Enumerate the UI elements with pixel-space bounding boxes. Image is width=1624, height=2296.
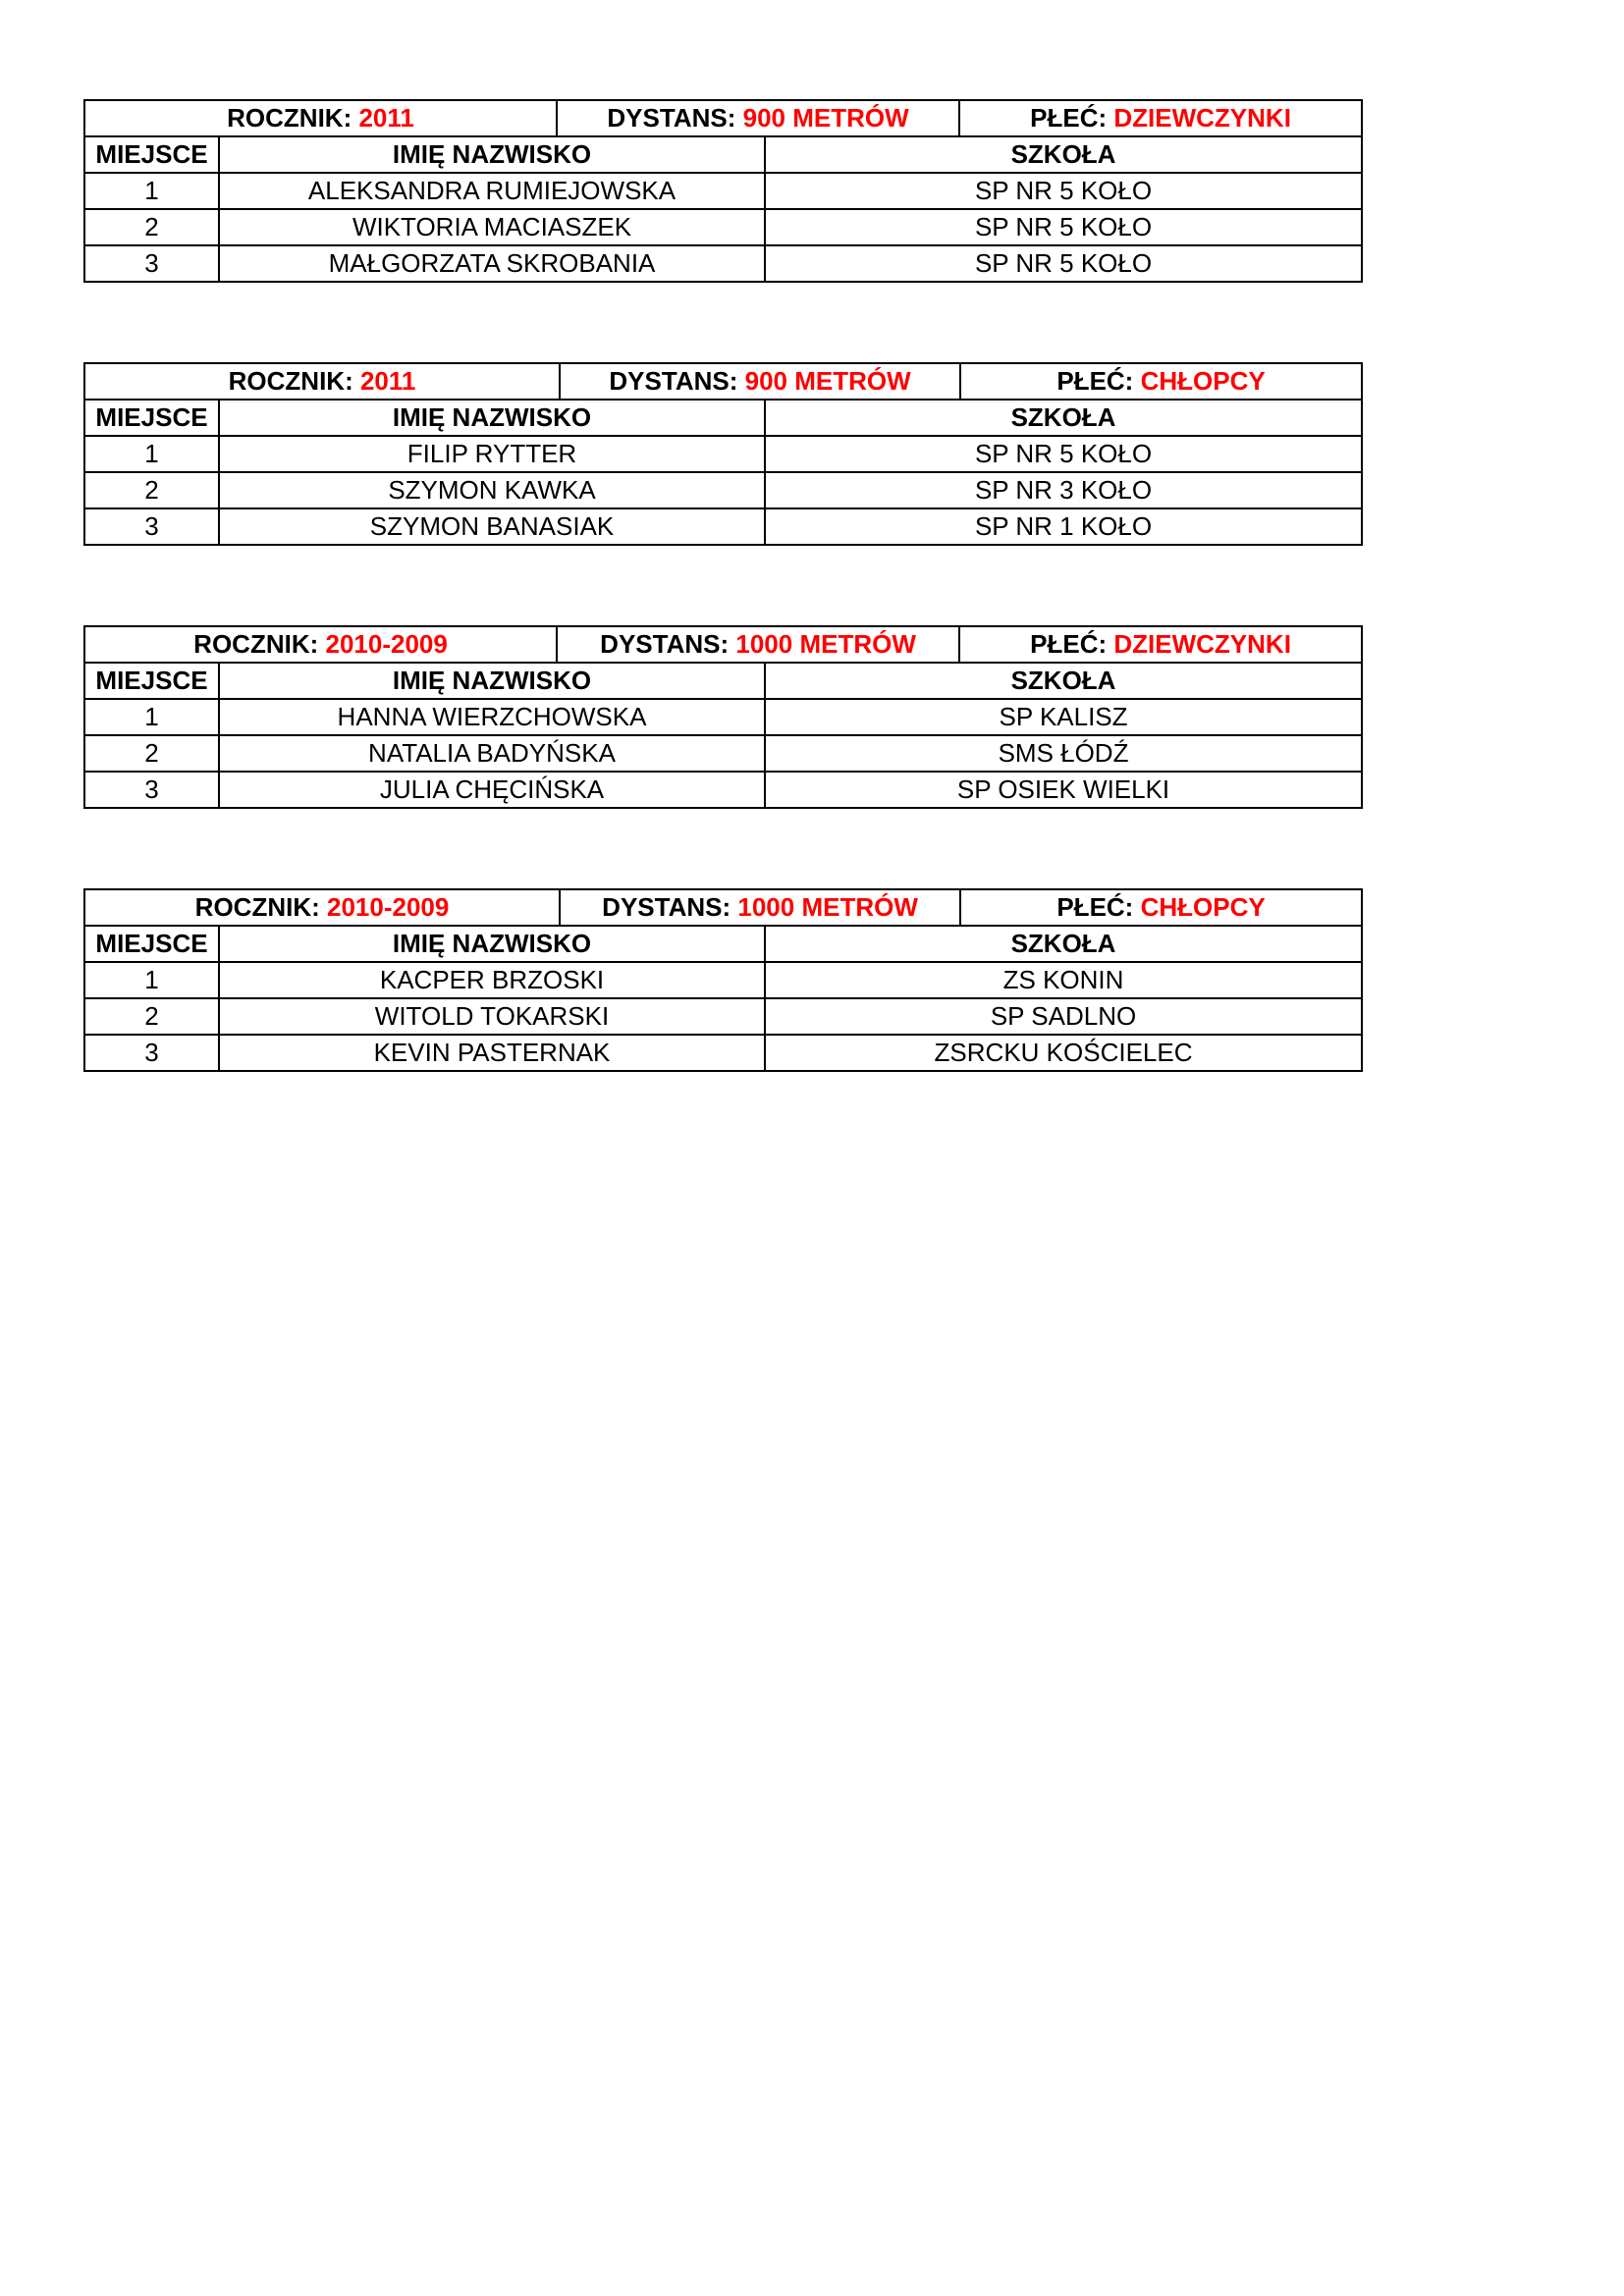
distance-value: 1000 METRÓW xyxy=(735,629,916,659)
place-cell: 1 xyxy=(84,173,219,209)
table-row xyxy=(84,735,1362,772)
place-header: MIEJSCE xyxy=(84,400,219,436)
distance-label: DYSTANS: xyxy=(602,892,731,922)
category-header-row xyxy=(84,889,1362,926)
place-cell: 1 xyxy=(84,699,219,735)
table-row xyxy=(84,173,1362,209)
school-cell: SP NR 5 KOŁO xyxy=(765,436,1362,472)
year-cell xyxy=(84,889,560,926)
distance-cell xyxy=(557,626,959,663)
name-header: IMIĘ NAZWISKO xyxy=(219,926,765,962)
school-header: SZKOŁA xyxy=(765,663,1362,699)
school-header: SZKOŁA xyxy=(765,926,1362,962)
school-cell: ZSRCKU KOŚCIELEC xyxy=(765,1035,1362,1071)
school-cell: ZS KONIN xyxy=(765,962,1362,998)
distance-label: DYSTANS: xyxy=(607,103,736,133)
name-cell: MAŁGORZATA SKROBANIA xyxy=(219,245,765,282)
column-header-row xyxy=(84,663,1362,699)
distance-value: 900 METRÓW xyxy=(744,366,911,396)
school-cell: SP NR 1 KOŁO xyxy=(765,508,1362,545)
column-header-row xyxy=(84,926,1362,962)
place-cell: 2 xyxy=(84,998,219,1035)
school-header: SZKOŁA xyxy=(765,136,1362,173)
name-cell: KEVIN PASTERNAK xyxy=(219,1035,765,1071)
name-cell: WIKTORIA MACIASZEK xyxy=(219,209,765,245)
place-cell: 3 xyxy=(84,245,219,282)
year-cell xyxy=(84,626,557,663)
category-header-row xyxy=(84,363,1362,400)
table-row xyxy=(84,699,1362,735)
gender-label: PŁEĆ: xyxy=(1056,892,1134,922)
place-header: MIEJSCE xyxy=(84,926,219,962)
column-header-row xyxy=(84,136,1362,173)
name-header: IMIĘ NAZWISKO xyxy=(219,136,765,173)
school-cell: SP OSIEK WIELKI xyxy=(765,772,1362,808)
gender-value: DZIEWCZYNKI xyxy=(1113,103,1291,133)
year-label: ROCZNIK: xyxy=(194,892,320,922)
table-row xyxy=(84,962,1362,998)
distance-cell xyxy=(560,889,960,926)
school-cell: SP NR 5 KOŁO xyxy=(765,209,1362,245)
gender-cell xyxy=(960,889,1362,926)
school-header: SZKOŁA xyxy=(765,400,1362,436)
place-cell: 3 xyxy=(84,1035,219,1071)
gender-label: PŁEĆ: xyxy=(1030,629,1108,659)
table-row xyxy=(84,1035,1362,1071)
place-cell: 3 xyxy=(84,772,219,808)
place-cell: 2 xyxy=(84,735,219,772)
table-row xyxy=(84,508,1362,545)
name-header: IMIĘ NAZWISKO xyxy=(219,400,765,436)
school-cell: SP SADLNO xyxy=(765,998,1362,1035)
table-row xyxy=(84,998,1362,1035)
gender-cell xyxy=(959,100,1362,136)
year-label: ROCZNIK: xyxy=(193,629,319,659)
distance-cell xyxy=(557,100,959,136)
table-row xyxy=(84,772,1362,808)
gender-value: DZIEWCZYNKI xyxy=(1113,629,1291,659)
results-table xyxy=(83,99,1363,283)
column-header-row xyxy=(84,400,1362,436)
school-cell: SP KALISZ xyxy=(765,699,1362,735)
table-row xyxy=(84,209,1362,245)
gender-value: CHŁOPCY xyxy=(1140,892,1266,922)
place-cell: 1 xyxy=(84,436,219,472)
school-cell: SMS ŁÓDŹ xyxy=(765,735,1362,772)
gender-label: PŁEĆ: xyxy=(1056,366,1134,396)
name-cell: KACPER BRZOSKI xyxy=(219,962,765,998)
distance-label: DYSTANS: xyxy=(609,366,738,396)
distance-value: 900 METRÓW xyxy=(742,103,909,133)
distance-value: 1000 METRÓW xyxy=(737,892,918,922)
table-row xyxy=(84,472,1362,508)
name-cell: FILIP RYTTER xyxy=(219,436,765,472)
place-header: MIEJSCE xyxy=(84,136,219,173)
school-cell: SP NR 3 KOŁO xyxy=(765,472,1362,508)
distance-cell xyxy=(560,363,960,400)
category-header-row xyxy=(84,100,1362,136)
year-value: 2011 xyxy=(359,366,416,396)
school-cell: SP NR 5 KOŁO xyxy=(765,245,1362,282)
results-table xyxy=(83,362,1363,546)
name-cell: SZYMON KAWKA xyxy=(219,472,765,508)
name-cell: NATALIA BADYŃSKA xyxy=(219,735,765,772)
name-cell: JULIA CHĘCIŃSKA xyxy=(219,772,765,808)
year-cell xyxy=(84,100,557,136)
place-cell: 1 xyxy=(84,962,219,998)
name-cell: HANNA WIERZCHOWSKA xyxy=(219,699,765,735)
year-value: 2011 xyxy=(358,103,414,133)
gender-cell xyxy=(959,626,1362,663)
table-row xyxy=(84,245,1362,282)
gender-value: CHŁOPCY xyxy=(1140,366,1266,396)
name-cell: ALEKSANDRA RUMIEJOWSKA xyxy=(219,173,765,209)
place-cell: 2 xyxy=(84,472,219,508)
gender-cell xyxy=(960,363,1362,400)
year-label: ROCZNIK: xyxy=(227,103,352,133)
category-header-row xyxy=(84,626,1362,663)
year-value: 2010-2009 xyxy=(327,892,450,922)
results-table xyxy=(83,888,1363,1072)
distance-label: DYSTANS: xyxy=(600,629,730,659)
year-cell xyxy=(84,363,560,400)
results-table xyxy=(83,625,1363,809)
table-row xyxy=(84,436,1362,472)
place-header: MIEJSCE xyxy=(84,663,219,699)
gender-label: PŁEĆ: xyxy=(1030,103,1108,133)
place-cell: 2 xyxy=(84,209,219,245)
school-cell: SP NR 5 KOŁO xyxy=(765,173,1362,209)
name-cell: WITOLD TOKARSKI xyxy=(219,998,765,1035)
name-header: IMIĘ NAZWISKO xyxy=(219,663,765,699)
place-cell: 3 xyxy=(84,508,219,545)
name-cell: SZYMON BANASIAK xyxy=(219,508,765,545)
year-label: ROCZNIK: xyxy=(228,366,353,396)
year-value: 2010-2009 xyxy=(325,629,448,659)
